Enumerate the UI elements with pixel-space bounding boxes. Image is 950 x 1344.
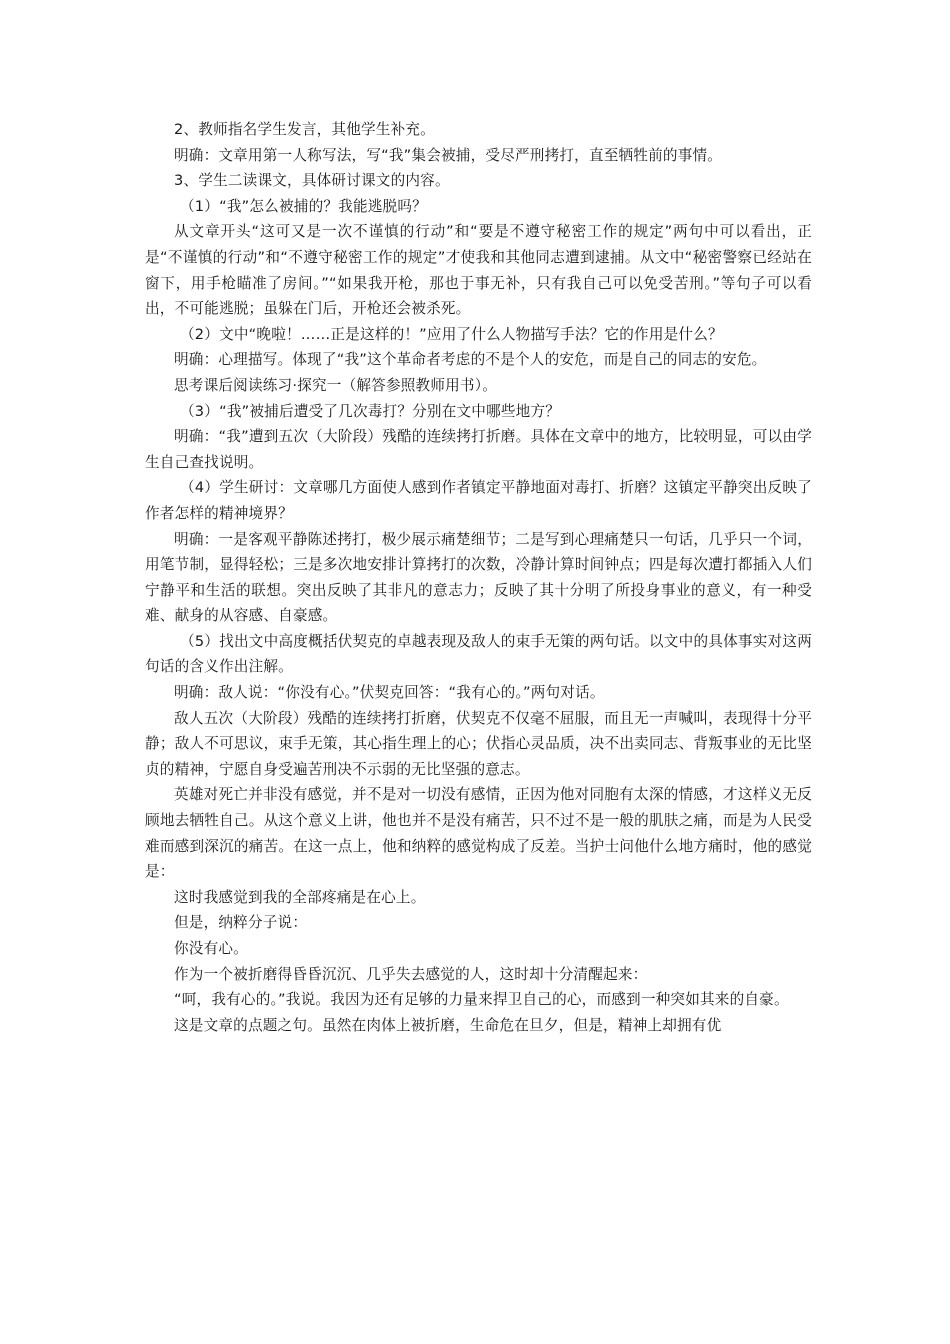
question-heading: （3）“我”被捕后遭受了几次毒打？分别在文中哪些地方？ [180,402,561,420]
paragraph: 作为一个被折磨得昏昏沉沉、几乎失去感觉的人，这时却十分清醒起来： [174,965,648,983]
paragraph: 思考课后阅读练习·探究一（解答参照教师用书）。 [174,376,498,394]
question-heading: （5）找出文中高度概括伏契克的卓越表现及敌人的束手无策的两句话。以文中的具体事实对这两句话的含义作出注解。 [145,632,812,676]
paragraph: 明确：敌人说：“你没有心。”伏契克回答：“我有心的。”两句对话。 [174,684,605,702]
document-body [145,117,812,1038]
paragraph: 明确：“我”遭到五次（大阶段）残酷的连续拷打折磨。具体在文章中的地方，比较明显，可以由学生自己查找说明。 [145,428,812,471]
question-heading: （2）文中“晚啦！……正是这样的！”应用了什么人物描写手法？它的作用是什么？ [180,325,723,343]
paragraph: 这是文章的点题之句。虽然在肉体上被折磨，生命危在旦夕，但是，精神上却拥有优 [174,1016,722,1034]
paragraph: 敌人五次（大阶段）残酷的连续拷打折磨，伏契克不仅毫不屈服，而且无一声喊叫，表现得十分平静；敌人不可思议，束手无策，其心指生理上的心；伏指心灵品质，决不出卖同志、背叛事业的无比坚贞的精神，宁愿自身受遍苦刑决不示弱的无比坚强的意志。 [145,709,812,778]
paragraph: “呵，我有心的。”我说。我因为还有足够的力量来捍卫自己的心，而感到一种突如其来的自豪。 [174,991,789,1009]
paragraph: 3、学生二读课文，具体研讨课文的内容。 [174,172,450,190]
question-heading: （1）“我”怎么被捕的？我能逃脱吗？ [180,197,427,215]
question-heading: （4）学生研讨：文章哪几方面使人感到作者镇定平静地面对毒打、折磨？这镇定平静突出反映了作者怎样的精神境界？ [145,479,812,522]
paragraph: 明确：心理描写。体现了“我”这个革命者考虑的不是个人的安危，而是自己的同志的安危。 [174,351,767,369]
paragraph: 明确：一是客观平静陈述拷打，极少展示痛楚细节；二是写到心理痛楚只一句话，几乎只一个词，用笔节制，显得轻松；三是多次地安排计算拷打的次数，冷静计算时间钟点；四是每次遭打都插入人们宁静平和生活的联想。突出反映了其非凡的意志力；反映了其十分明了所投身事业的意义，有一种受难、献身的从容感、自豪感。 [145,530,812,625]
paragraph: 明确：文章用第一人称写法，写“我”集会被捕，受尽严刑拷打，直至牺牲前的事情。 [174,146,723,164]
paragraph: 你没有心。 [174,940,248,957]
paragraph: 从文章开头“这可又是一次不谨慎的行动”和“要是不遵守秘密工作的规定”两句中可以看出，正是“不谨慎的行动”和“不遵守秘密工作的规定”才使我和其他同志遭到逮捕。从文中“秘密警察已经站在窗下，用手枪瞄准了房间。”“如果我开枪，那也于事无补，只有我自己可以免受苦刑。”等句子可以看出，不可能逃脱；虽躲在门后，开枪还会被杀死。 [145,223,812,318]
paragraph: 英雄对死亡并非没有感觉，并不是对一切没有感情，正因为他对同胞有太深的情感，才这样义无反顾地去牺牲自己。从这个意义上讲，他也并不是没有痛苦，只不过不是一般的肌肤之痛，而是为人民受难而感到深沉的痛苦。在这一点上，他和纳粹的感觉构成了反差。当护士问他什么地方痛时，他的感觉是： [145,786,812,881]
paragraph: 但是，纳粹分子说： [174,914,308,932]
paragraph: 2、教师指名学生发言，其他学生补充。 [174,121,435,138]
paragraph: 这时我感觉到我的全部疼痛是在心上。 [174,888,426,906]
